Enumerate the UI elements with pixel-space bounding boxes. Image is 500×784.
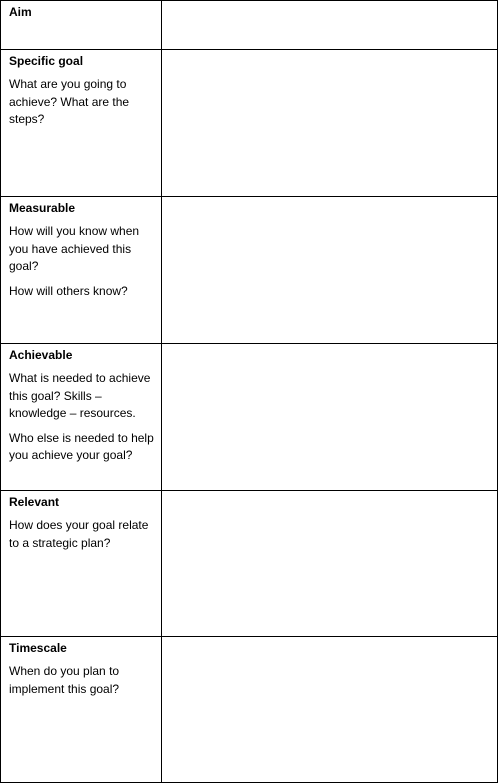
row-timescale (1, 637, 498, 783)
achievable-prompt-2: Who else is needed to help you achieve your goal? (9, 430, 154, 462)
aim-label-cell (1, 1, 162, 50)
relevant-title: Relevant (9, 495, 60, 509)
timescale-label-cell (1, 637, 162, 783)
row-specific-goal (1, 50, 498, 197)
relevant-entry-cell[interactable] (162, 491, 498, 637)
timescale-title: Timescale (9, 641, 67, 655)
achievable-title: Achievable (9, 348, 73, 362)
relevant-prompt: How does your goal relate to a strategic plan? (9, 518, 149, 550)
achievable-entry-cell[interactable] (162, 344, 498, 491)
row-relevant (1, 491, 498, 637)
row-measurable (1, 197, 498, 344)
relevant-label-cell (1, 491, 162, 637)
row-achievable (1, 344, 498, 491)
measurable-entry-cell[interactable] (162, 197, 498, 344)
measurable-title: Measurable (9, 201, 76, 215)
measurable-prompt-2: How will others know? (9, 283, 128, 298)
specific-goal-entry-cell[interactable] (162, 50, 498, 197)
achievable-label-cell (1, 344, 162, 491)
timescale-entry-cell[interactable] (162, 637, 498, 783)
specific-goal-title: Specific goal (9, 54, 84, 68)
achievable-prompt-1: What is needed to achieve this goal? Skills – knowledge – resources. (9, 371, 151, 420)
timescale-prompt: When do you plan to implement this goal? (9, 664, 120, 696)
specific-goal-label-cell (1, 50, 162, 197)
aim-title: Aim (9, 5, 32, 19)
measurable-prompt-1: How will you know when you have achieved this goal? (9, 224, 140, 273)
aim-entry-cell[interactable] (162, 1, 498, 50)
measurable-label-cell (1, 197, 162, 344)
specific-goal-prompt: What are you going to achieve? What are the steps? (9, 77, 130, 126)
row-aim (1, 1, 498, 50)
